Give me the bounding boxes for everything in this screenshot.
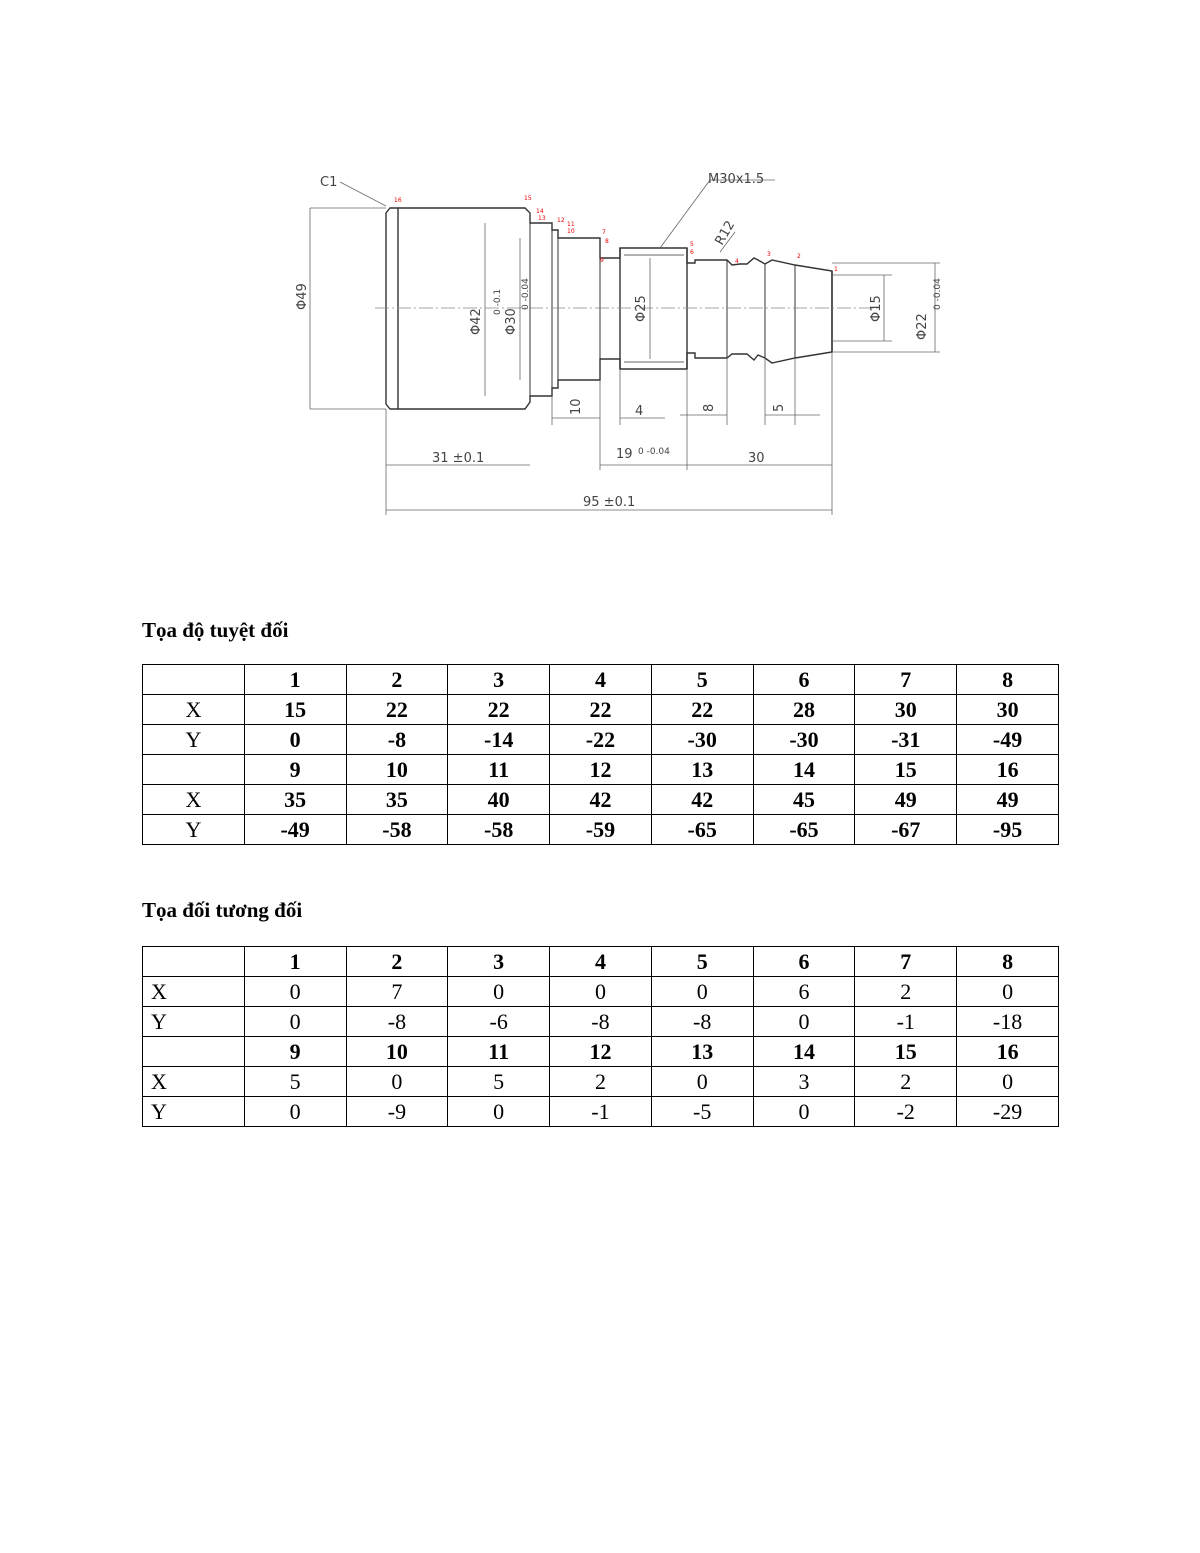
table-cell: 15 [244, 695, 346, 725]
table-cell: 22 [651, 695, 753, 725]
table-cell: 5 [448, 1067, 550, 1097]
table-cell: 0 [957, 1067, 1059, 1097]
table-row [143, 1097, 1059, 1127]
table-cell: 45 [753, 785, 855, 815]
header-cell: 12 [550, 1037, 652, 1067]
table-cell: 2 [855, 1067, 957, 1097]
table-cell: -22 [550, 725, 652, 755]
row-label-x: X [143, 1067, 245, 1097]
table-cell: 42 [550, 785, 652, 815]
callout-chamfer: C1 [320, 175, 338, 190]
point-label-14: 14 [536, 208, 544, 215]
header-cell: 5 [651, 665, 753, 695]
table-cell: 0 [753, 1007, 855, 1037]
table-cell: 22 [346, 695, 448, 725]
dim-d22-tol: 0 -0.04 [933, 278, 943, 310]
dim-l19-tol: 0 -0.04 [638, 447, 670, 457]
header-cell: 2 [346, 947, 448, 977]
point-label-1: 1 [834, 266, 838, 273]
table-cell: 22 [448, 695, 550, 725]
table-row [143, 725, 1059, 755]
table-cell: 2 [550, 1067, 652, 1097]
dim-l4: 4 [635, 404, 644, 419]
table-cell: 35 [244, 785, 346, 815]
header-cell: 14 [753, 755, 855, 785]
table-cell: -49 [957, 725, 1059, 755]
table-cell: 0 [753, 1097, 855, 1127]
absolute-coordinates-title: Tọa độ tuyệt đối [142, 618, 289, 642]
header-cell: 5 [651, 947, 753, 977]
technical-drawing [280, 160, 960, 530]
table-cell: 6 [753, 977, 855, 1007]
table-cell: 0 [244, 1097, 346, 1127]
relative-coordinates-table [142, 946, 1059, 1127]
table-cell: 2 [855, 977, 957, 1007]
dim-d22: Φ22 [915, 313, 930, 340]
table-cell: 0 [550, 977, 652, 1007]
point-label-11: 11 [567, 221, 575, 228]
header-cell: 6 [753, 665, 855, 695]
dim-l31: 31 ±0.1 [432, 451, 485, 466]
row-label-y: Y [143, 1097, 245, 1127]
header-cell: 3 [448, 665, 550, 695]
point-label-8: 8 [605, 238, 609, 245]
dim-l5: 5 [772, 403, 787, 412]
table-row [143, 815, 1059, 845]
point-label-9: 9 [600, 257, 604, 264]
table-cell: -30 [651, 725, 753, 755]
table-cell: -14 [448, 725, 550, 755]
header-cell: 15 [855, 755, 957, 785]
callout-radius: R12 [712, 218, 739, 248]
point-label-3: 3 [767, 251, 771, 258]
table-row [143, 977, 1059, 1007]
table-row [143, 1007, 1059, 1037]
header-cell: 10 [346, 755, 448, 785]
table-cell: 7 [346, 977, 448, 1007]
table-cell: -49 [244, 815, 346, 845]
header-cell: 16 [957, 1037, 1059, 1067]
header-cell: 1 [244, 947, 346, 977]
callout-thread: M30x1.5 [708, 172, 765, 187]
table-cell: -31 [855, 725, 957, 755]
header-cell: 10 [346, 1037, 448, 1067]
table-cell: 40 [448, 785, 550, 815]
table-row [143, 665, 1059, 695]
dim-d15: Φ15 [869, 295, 884, 322]
dim-d42-tol: 0 -0.1 [493, 288, 503, 315]
table-cell: 0 [957, 977, 1059, 1007]
table-row [143, 695, 1059, 725]
header-cell: 3 [448, 947, 550, 977]
point-label-5: 5 [690, 241, 694, 248]
table-cell: -59 [550, 815, 652, 845]
table-cell: -58 [346, 815, 448, 845]
dim-l30: 30 [748, 451, 765, 466]
table-cell: 3 [753, 1067, 855, 1097]
header-cell: 7 [855, 665, 957, 695]
dim-d30-tol: 0 -0.04 [521, 278, 531, 310]
row-label-x: X [143, 977, 245, 1007]
table-cell: -58 [448, 815, 550, 845]
table-cell: 0 [448, 977, 550, 1007]
table-cell: 49 [957, 785, 1059, 815]
table-cell: 0 [244, 725, 346, 755]
table-row [143, 947, 1059, 977]
row-label-y: Y [143, 725, 245, 755]
table-row [143, 755, 1059, 785]
dim-d49: Φ49 [295, 283, 310, 310]
table-cell: 42 [651, 785, 753, 815]
point-label-10: 10 [567, 228, 575, 235]
header-cell: 8 [957, 665, 1059, 695]
table-cell: -67 [855, 815, 957, 845]
table-cell: 35 [346, 785, 448, 815]
table-cell: -65 [651, 815, 753, 845]
header-cell: 1 [244, 665, 346, 695]
header-cell: 16 [957, 755, 1059, 785]
point-label-12: 12 [557, 217, 565, 224]
dim-l8: 8 [702, 403, 717, 412]
header-cell: 13 [651, 1037, 753, 1067]
table-cell: -6 [448, 1007, 550, 1037]
point-label-6: 6 [690, 249, 694, 256]
table-cell: -8 [550, 1007, 652, 1037]
dim-l10: 10 [569, 398, 584, 415]
table-cell: -65 [753, 815, 855, 845]
table-cell: 0 [448, 1097, 550, 1127]
table-cell: 0 [651, 977, 753, 1007]
table-cell: -1 [550, 1097, 652, 1127]
header-cell: 9 [244, 1037, 346, 1067]
header-cell: 9 [244, 755, 346, 785]
table-cell: 49 [855, 785, 957, 815]
table-cell: 0 [651, 1067, 753, 1097]
row-label-x: X [143, 695, 245, 725]
header-cell: 4 [550, 665, 652, 695]
header-cell: 4 [550, 947, 652, 977]
table-cell: -8 [651, 1007, 753, 1037]
table-cell: -8 [346, 1007, 448, 1037]
row-label-x: X [143, 785, 245, 815]
header-cell: 12 [550, 755, 652, 785]
table-cell: 30 [957, 695, 1059, 725]
header-cell: 8 [957, 947, 1059, 977]
table-cell: 0 [346, 1067, 448, 1097]
header-cell: 15 [855, 1037, 957, 1067]
header-cell: 14 [753, 1037, 855, 1067]
dim-l95: 95 ±0.1 [583, 495, 636, 510]
table-cell: 22 [550, 695, 652, 725]
table-row [143, 1067, 1059, 1097]
header-cell: 13 [651, 755, 753, 785]
table-cell: -1 [855, 1007, 957, 1037]
table-cell: -18 [957, 1007, 1059, 1037]
header-cell: 2 [346, 665, 448, 695]
dim-l19: 19 [616, 447, 633, 462]
table-cell: 0 [244, 977, 346, 1007]
table-cell: -29 [957, 1097, 1059, 1127]
table-cell: -95 [957, 815, 1059, 845]
table-cell: -9 [346, 1097, 448, 1127]
table-row [143, 1037, 1059, 1067]
table-cell: 30 [855, 695, 957, 725]
table-cell: -2 [855, 1097, 957, 1127]
table-cell: 0 [244, 1007, 346, 1037]
dim-d42: Φ42 [469, 308, 484, 335]
point-label-15: 15 [524, 195, 532, 202]
point-label-7: 7 [602, 229, 606, 236]
point-label-4: 4 [735, 258, 739, 265]
table-cell: -30 [753, 725, 855, 755]
table-cell: -8 [346, 725, 448, 755]
header-cell: 11 [448, 1037, 550, 1067]
header-cell: 11 [448, 755, 550, 785]
table-cell: 28 [753, 695, 855, 725]
header-cell: 6 [753, 947, 855, 977]
row-label-y: Y [143, 815, 245, 845]
table-cell: 5 [244, 1067, 346, 1097]
table-row [143, 785, 1059, 815]
row-label-y: Y [143, 1007, 245, 1037]
point-label-13: 13 [538, 215, 546, 222]
point-label-16: 16 [394, 197, 402, 204]
point-label-2: 2 [797, 253, 801, 260]
dim-d30: Φ30 [504, 308, 519, 335]
dim-d25: Φ25 [634, 295, 649, 322]
header-cell: 7 [855, 947, 957, 977]
absolute-coordinates-table [142, 664, 1059, 845]
relative-coordinates-title: Tọa đối tương đối [142, 898, 303, 922]
table-cell: -5 [651, 1097, 753, 1127]
